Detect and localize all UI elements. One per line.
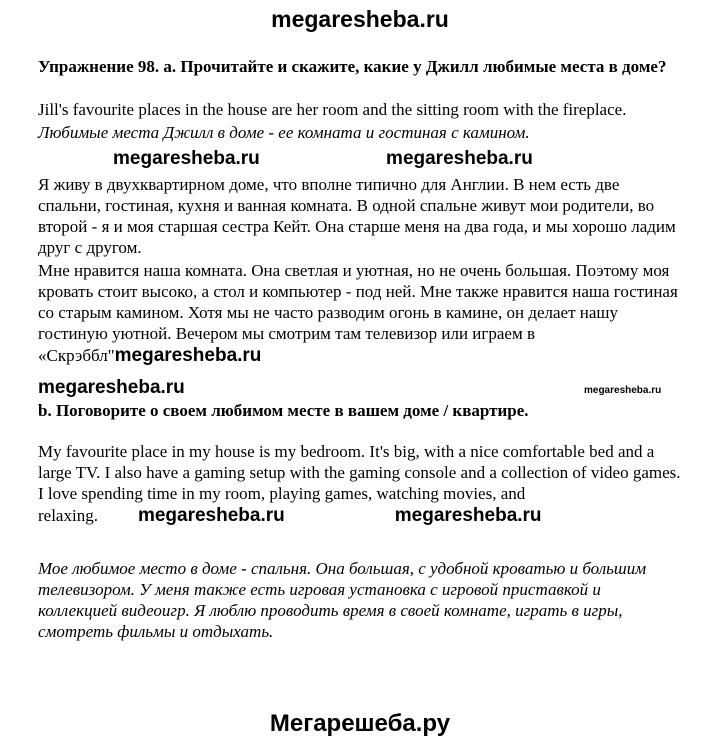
answer-b-russian-translation: Мое любимое место в доме - спальня. Она большая, с удобной кроватью и большим телевизором. У меня также есть игровая установка с игровой приставкой и коллекцией видеоигр. Я люблю проводить время в своей комнате, играть в игры, смотреть фильмы и отдыхать.: [38, 559, 647, 641]
watermark-row: [38, 147, 682, 171]
translation-paragraph-2-text: Мне нравится наша комната. Она светлая и уютная, но не очень большая. Поэтому моя кровать стоит высоко, а стол и компьютер - под ней. Мне также нравится наша гостиная со старым камином. Хотя мы не часто разводим огонь в камине, он делает нашу гостиную уютной. Вечером мы смотрим там телевизор или играем в «Скрэббл": [38, 261, 678, 365]
answer-a-russian-translation: Любимые места Джилл в доме - ее комната и гостиная с камином.: [38, 123, 530, 142]
exercise-heading-b: b. Поговорите о своем любимом месте в вашем доме / квартире.: [38, 401, 529, 420]
site-watermark-small: megaresheba.ru: [584, 385, 662, 396]
site-logo-footer: Мегарешеба.ру: [269, 710, 451, 737]
site-watermark: megaresheba.ru: [114, 345, 262, 366]
site-watermark: megaresheba.ru: [113, 148, 260, 169]
document-content: [0, 56, 720, 642]
answer-b-english-text: My favourite place in my house is my bedroom. It's big, with a nice comfortable bed and a large TV. I also have a gaming setup with the gaming console and a collection of video games. I love spending time in my room, playing games, watching movies, and relaxing.: [38, 442, 681, 525]
exercise-heading-a: Упражнение 98. а. Прочитайте и скажите, какие у Джилл любимые места в доме?: [38, 57, 667, 76]
translation-paragraph-2: [38, 260, 682, 368]
site-watermark: megaresheba.ru: [386, 148, 533, 169]
site-watermark: megaresheba.ru: [38, 377, 185, 398]
site-watermark-header: megaresheba.ru: [271, 6, 449, 32]
site-watermark: megaresheba.ru: [394, 505, 542, 526]
translation-paragraph-1: Я живу в двухквартирном доме, что вполне типично для Англии. В нем есть две спальни, гостиная, кухня и ванная комната. В одной спальне живут мои родители, во второй - я и моя старшая сестра Кейт. Она старше меня на два года, и мы хорошо ладим друг с другом.: [38, 175, 676, 257]
answer-b-english: [38, 441, 682, 528]
site-watermark: megaresheba.ru: [137, 505, 285, 526]
answer-a-english: Jill's favourite places in the house are her room and the sitting room with the fireplace.: [38, 100, 627, 119]
